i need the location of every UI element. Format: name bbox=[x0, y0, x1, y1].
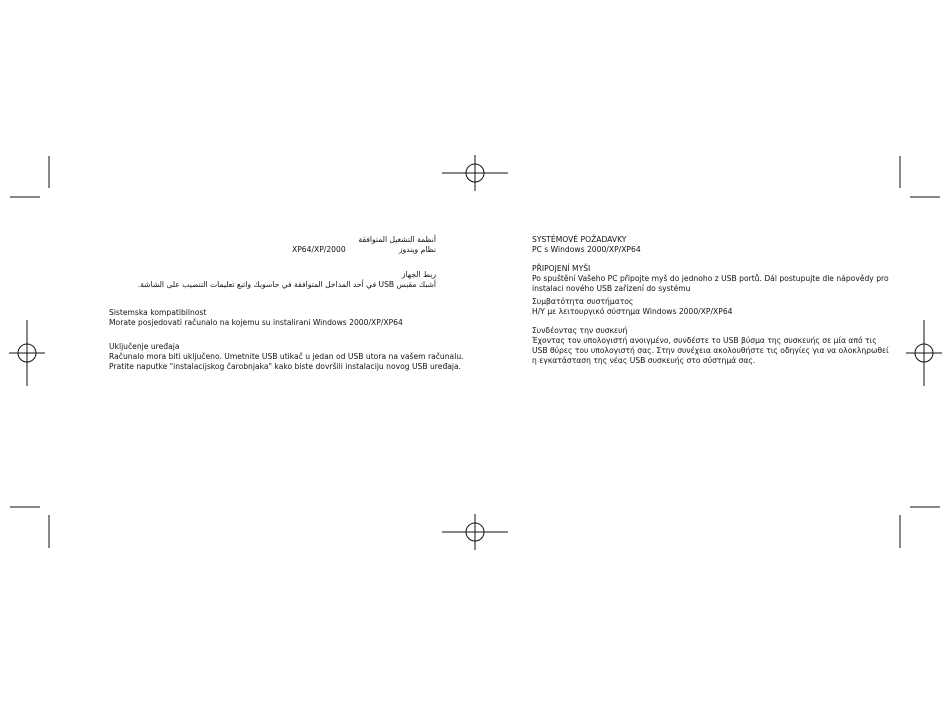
greek-connect-body-line1: Έχοντας τον υπολογιστή ανοιγμένο, συνδέστε το USB βύσμα της συσκευής σε μία από τις bbox=[532, 336, 877, 345]
czech-connect-section bbox=[532, 264, 889, 294]
greek-connect-section bbox=[532, 326, 889, 366]
arabic-connect-body: أشبك مقبس USB في أحد المداخل المتوافقة في حاسوبك واتبع تعليمات التنصيب على الشاشة. bbox=[137, 280, 436, 289]
arabic-connect-section bbox=[137, 270, 436, 290]
greek-compat-heading: Συμβατότητα συστήματος bbox=[532, 297, 634, 306]
czech-requirements-section bbox=[532, 235, 862, 255]
registration-mark-right bbox=[906, 320, 942, 386]
croatian-connect-heading: Uključenje uređaja bbox=[109, 342, 180, 351]
registration-mark-left bbox=[9, 320, 45, 386]
czech-requirements-body: PC s Windows 2000/XP/XP64 bbox=[532, 245, 641, 254]
greek-connect-body-line3: η εγκατάσταση της νέας USB συσκευής στο σύστημά σας. bbox=[532, 356, 756, 365]
arabic-os-label: نظام ويندوز bbox=[398, 245, 436, 254]
arabic-os-heading: أنظمة التشغيل المتوافقة bbox=[358, 235, 436, 244]
arabic-os-versions: XP64/XP/2000 bbox=[292, 245, 346, 254]
croatian-connect-body-line1: Računalo mora biti uključeno. Umetnite USB utikač u jedan od USB utora na vašem računalu. bbox=[109, 352, 464, 361]
croatian-connect-section bbox=[109, 342, 464, 372]
croatian-connect-body-line2: Pratite naputke "instalacijskog čarobnjaka" kako biste dovršili instalaciju novog USB uređaja. bbox=[109, 362, 462, 371]
greek-connect-heading: Συνδέοντας την συσκευή bbox=[532, 326, 628, 335]
registration-mark-bottom bbox=[442, 514, 508, 550]
crop-mark-bottom-left bbox=[10, 507, 49, 548]
czech-connect-body-line1: Po spuštění Vašeho PC připojte myš do jednoho z USB portů. Dál postupujte dle nápovědy pro bbox=[532, 274, 889, 283]
arabic-os-section bbox=[250, 235, 436, 255]
greek-compat-section bbox=[532, 297, 862, 317]
arabic-connect-heading: ربط الجهاز bbox=[401, 270, 436, 279]
czech-connect-body-line2: instalaci nového USB zařízení do systému bbox=[532, 284, 691, 293]
crop-mark-top-left bbox=[10, 156, 49, 197]
czech-requirements-heading: SYSTÉMOVÉ POŽADAVKY bbox=[532, 235, 627, 244]
croatian-compat-heading: Sistemska kompatibilnost bbox=[109, 308, 207, 317]
czech-connect-heading: PŘIPOJENÍ MYŠI bbox=[532, 264, 591, 273]
croatian-compat-body: Morate posjedovati računalo na kojemu su instalirani Windows 2000/XP/XP64 bbox=[109, 318, 403, 327]
greek-connect-body-line2: USB θύρες του υπολογιστή σας. Στην συνέχεια ακολουθήστε τις οδηγίες για να ολοκληρωθεί bbox=[532, 346, 889, 355]
croatian-compat-section bbox=[109, 308, 439, 328]
crop-mark-top-right bbox=[900, 156, 940, 197]
greek-compat-body: Η/Υ με λειτουργικό σύστημα Windows 2000/XP/XP64 bbox=[532, 307, 733, 316]
crop-mark-bottom-right bbox=[900, 507, 940, 548]
registration-mark-top bbox=[442, 155, 508, 191]
